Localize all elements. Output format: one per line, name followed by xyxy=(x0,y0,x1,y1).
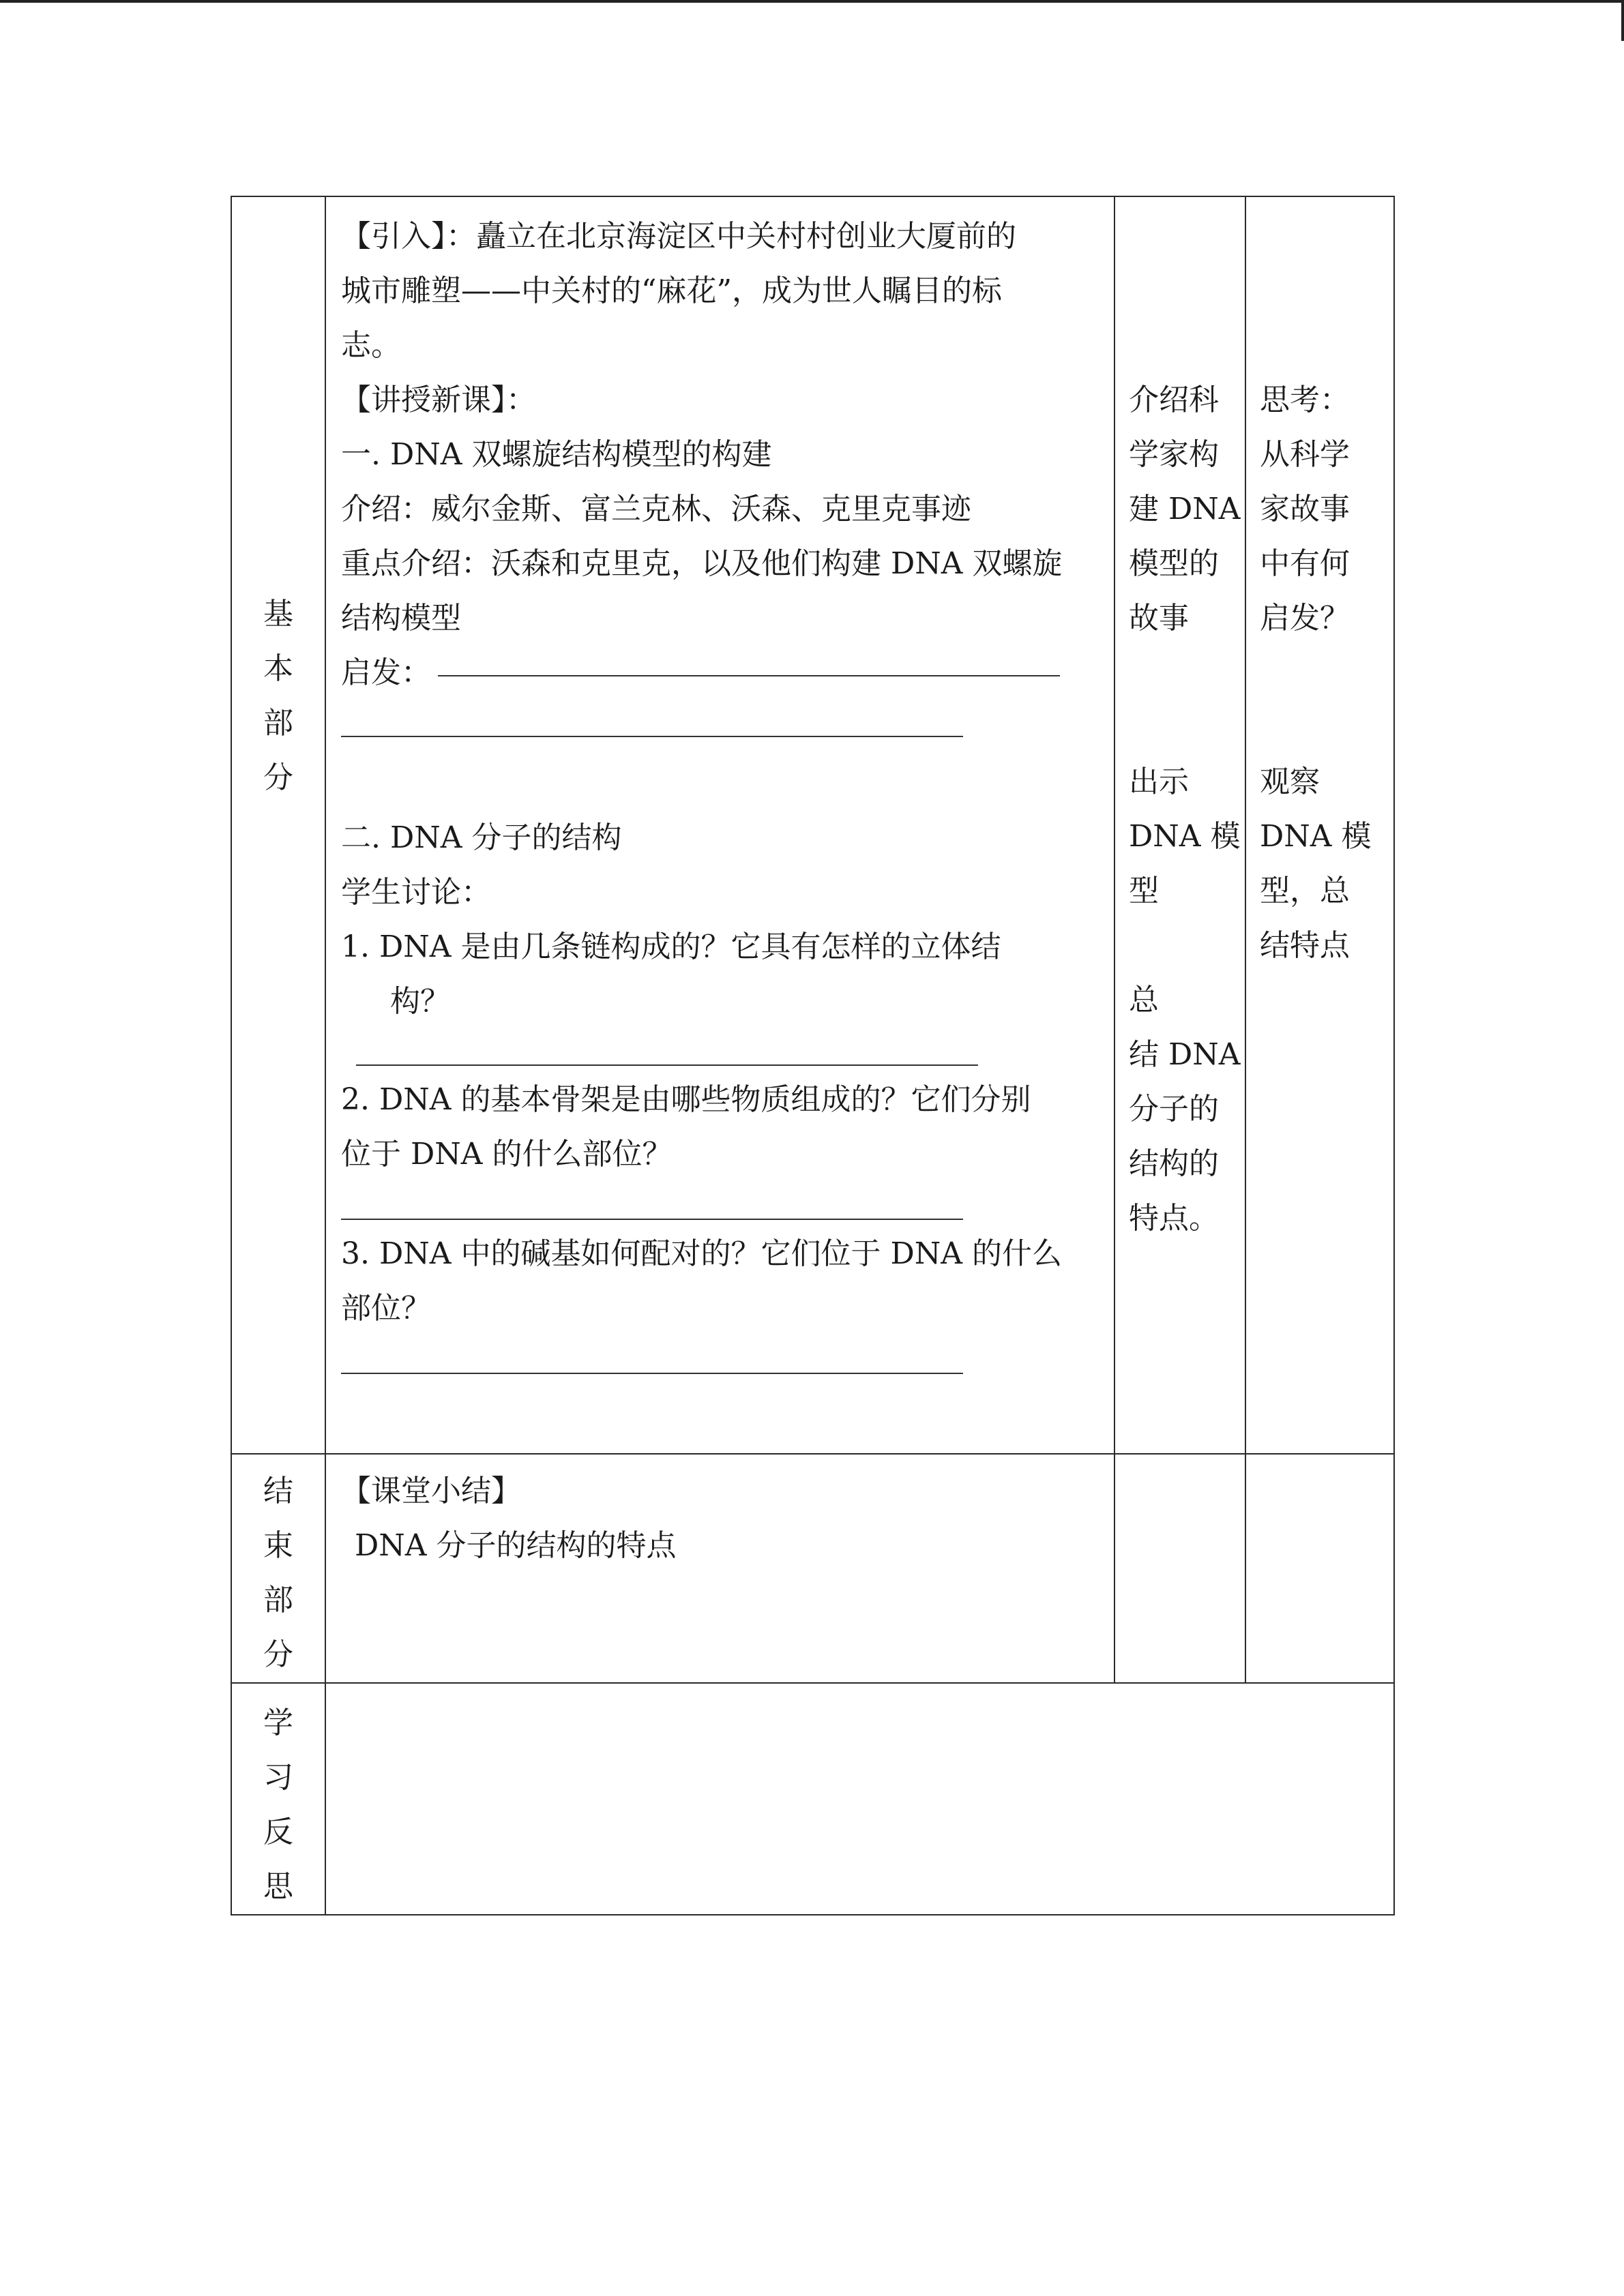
basic-main-content-cell xyxy=(325,196,1114,1454)
teacher-line: 故事 xyxy=(1129,601,1189,636)
inspire-fill-line[interactable] xyxy=(438,674,1060,676)
student-activity-cell xyxy=(1245,196,1394,1454)
end-main-content-cell xyxy=(325,1454,1114,1683)
teacher-line: 出示 xyxy=(1129,764,1189,799)
question-2-cont: 位于 DNA 的什么部位？ xyxy=(341,1137,673,1172)
teacher-line: 结 DNA xyxy=(1129,1037,1241,1072)
label-char: 分 xyxy=(263,1637,293,1672)
reflection-label-cell xyxy=(231,1683,325,1915)
summary-title: 【课堂小结】 xyxy=(341,1474,521,1508)
label-char: 部 xyxy=(263,1583,293,1617)
discussion-label: 学生讨论： xyxy=(341,875,491,910)
intro-line: 城市雕塑——中关村的“麻花”，成为世人瞩目的标 xyxy=(341,273,1002,308)
label-char: 反 xyxy=(263,1815,293,1849)
basic-section-row xyxy=(231,196,1394,1454)
student-line: 型，总 xyxy=(1260,874,1350,908)
question-3: 3. DNA 中的碱基如何配对的？它们位于 DNA 的什么 xyxy=(341,1236,1063,1271)
question-1-cont: 构？ xyxy=(390,984,450,1019)
teacher-line: 特点。 xyxy=(1129,1201,1219,1236)
teacher-line: 分子的 xyxy=(1129,1092,1219,1127)
label-char: 部 xyxy=(263,706,293,741)
end-section-label xyxy=(232,1455,325,1682)
student-line: 从科学 xyxy=(1260,437,1350,472)
answer-line-3[interactable] xyxy=(341,1371,963,1374)
student-line: 结特点 xyxy=(1260,928,1350,963)
label-char: 习 xyxy=(263,1760,293,1795)
intro-line: 【引入】：矗立在北京海淀区中关村村创业大厦前的 xyxy=(341,219,1016,254)
label-char: 结 xyxy=(263,1474,293,1508)
intro-line: 志。 xyxy=(341,328,401,363)
label-char: 本 xyxy=(263,651,293,686)
page-top-border xyxy=(0,0,1624,3)
label-char: 学 xyxy=(263,1705,293,1740)
lesson-plan-table xyxy=(231,196,1395,1915)
student-line: 观察 xyxy=(1260,764,1320,799)
end-section-label-cell xyxy=(231,1454,325,1683)
teacher-line: 学家构 xyxy=(1129,437,1219,472)
student-line: 中有何 xyxy=(1260,546,1350,581)
page-right-border xyxy=(1621,0,1624,41)
label-char: 基 xyxy=(263,597,293,631)
teacher-line: 介绍科 xyxy=(1129,383,1219,417)
part1-focus: 结构模型 xyxy=(341,601,461,636)
inspire-label: 启发： xyxy=(341,655,431,690)
student-line: 思考： xyxy=(1260,383,1350,417)
teacher-line: 结构的 xyxy=(1129,1146,1219,1181)
label-char: 思 xyxy=(263,1869,293,1904)
part1-title: 一. DNA 双螺旋结构模型的构建 xyxy=(341,437,772,472)
end-teacher-cell xyxy=(1114,1454,1245,1683)
reflection-section-label xyxy=(232,1684,325,1914)
label-char: 束 xyxy=(263,1528,293,1563)
student-line: DNA 模 xyxy=(1260,819,1372,854)
part2-title: 二. DNA 分子的结构 xyxy=(341,820,622,855)
end-section-row xyxy=(231,1454,1394,1683)
question-3-cont: 部位？ xyxy=(341,1291,431,1326)
reflection-content-cell[interactable] xyxy=(325,1683,1394,1915)
summary-text: DNA 分子的结构的特点 xyxy=(355,1528,677,1563)
question-2: 2. DNA 的基本骨架是由哪些物质组成的？它们分别 xyxy=(341,1082,1031,1117)
inspire-row xyxy=(341,646,1099,700)
basic-section-label xyxy=(232,197,325,805)
question-1: 1. DNA 是由几条链构成的？它具有怎样的立体结 xyxy=(341,929,1001,964)
part1-focus: 重点介绍：沃森和克里克，以及他们构建 DNA 双螺旋 xyxy=(341,546,1063,581)
teacher-line: 模型的 xyxy=(1129,546,1219,581)
teacher-line: 型 xyxy=(1129,874,1159,908)
basic-section-label-cell xyxy=(231,196,325,1454)
teacher-activity-cell xyxy=(1114,196,1245,1454)
teacher-line: 建 DNA xyxy=(1129,492,1241,526)
new-lesson-heading: 【讲授新课】： xyxy=(341,383,536,417)
reflection-section-row xyxy=(231,1683,1394,1915)
teacher-line: 总 xyxy=(1129,983,1159,1017)
student-line: 启发？ xyxy=(1260,601,1350,636)
label-char: 分 xyxy=(263,760,293,795)
student-line: 家故事 xyxy=(1260,492,1350,526)
teacher-line: DNA 模 xyxy=(1129,819,1241,854)
part1-intro: 介绍：威尔金斯、富兰克林、沃森、克里克事迹 xyxy=(341,492,971,526)
end-student-cell xyxy=(1245,1454,1394,1683)
